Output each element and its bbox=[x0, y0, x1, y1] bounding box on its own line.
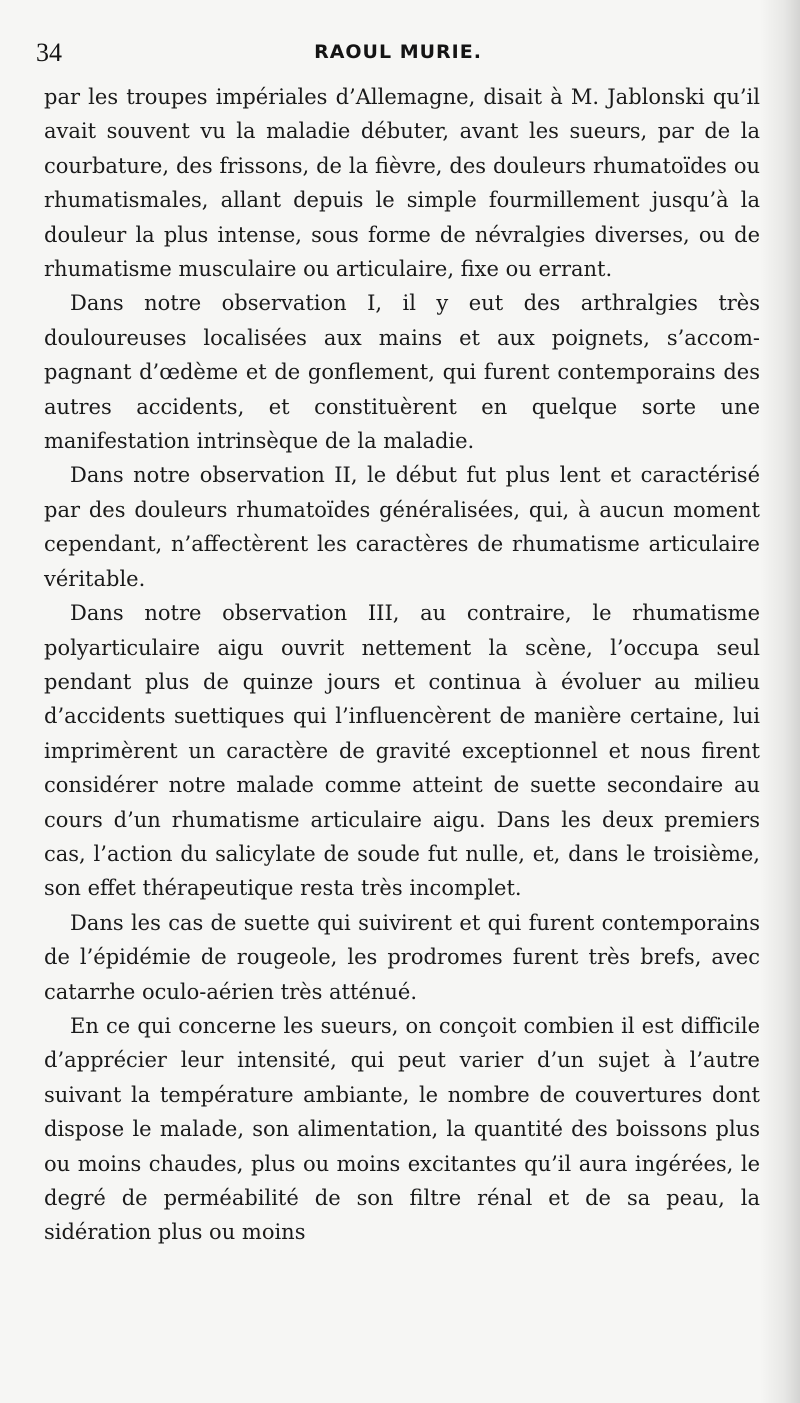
paragraph-observation-2: Dans notre observation II, le début fut plus lent et caractérisé par des douleurs rhumatoïdes généralisées, qui, à aucun moment cependant, n’affectèrent les caractères de rhumatisme articulaire véritable. bbox=[44, 463, 760, 591]
page-number: 34 bbox=[36, 38, 62, 67]
page-edge-shadow bbox=[760, 0, 800, 1403]
paragraph-observation-1: Dans notre observation I, il y eut des arthralgies très douloureuses localisées aux mains et aux poignets, s’accompagnant d’œdème et de gonflement, qui furent contemporains des autres accidents, et constituèrent en quelque sorte une manifestation intrinsèque de la maladie. bbox=[44, 291, 760, 454]
body-text bbox=[44, 80, 760, 1250]
running-title: RAOUL MURIE. bbox=[314, 41, 482, 63]
paragraph-observation-3: Dans notre observation III, au contraire, le rhumatisme polyarticulaire aigu ouvrit nettement la scène, l’occupa seul pendant plus de quinze jours et continua à évoluer au milieu d’accidents suettiques qui l’influencèrent de manière certaine, lui imprimèrent un caractère de gravité exceptionnel et nous firent considérer notre malade comme atteint de suette secondaire au cours d’un rhumatisme articulaire aigu. Dans les deux premiers cas, l’action du salicylate de soude fut nulle, et, dans le troisième, son effet thérapeutique resta très incomplet. bbox=[44, 601, 760, 901]
page-header bbox=[36, 36, 760, 66]
paragraph-sueurs: En ce qui concerne les sueurs, on conçoit combien il est difficile d’apprécier leur intensité, qui peut varier d’un sujet à l’autre suivant la température ambiante, le nombre de couvertures dont dispose le malade, son alimentation, la quantité des boissons plus ou moins chaudes, plus ou moins excitantes qu’il aura ingérées, le degré de perméabilité de son filtre rénal et de sa peau, la sidération plus ou moins bbox=[44, 1013, 760, 1245]
paragraph-continuation: par les troupes impériales d’Allemagne, disait à M. Jablonski qu’il avait souvent vu la maladie débuter, avant les sueurs, par de la courbature, des frissons, de la fièvre, des douleurs rhumatoïdes ou rhumatismales, allant depuis le simple fourmillement jusqu’à la douleur la plus intense, sous forme de névralgies diverses, ou de rhumatisme musculaire ou articulaire, fixe ou errant. bbox=[44, 85, 760, 282]
paragraph-rougeole: Dans les cas de suette qui suivirent et qui furent contemporains de l’épidémie de rougeole, les prodromes furent très brefs, avec catarrhe oculo-aérien très atténué. bbox=[44, 910, 760, 1004]
